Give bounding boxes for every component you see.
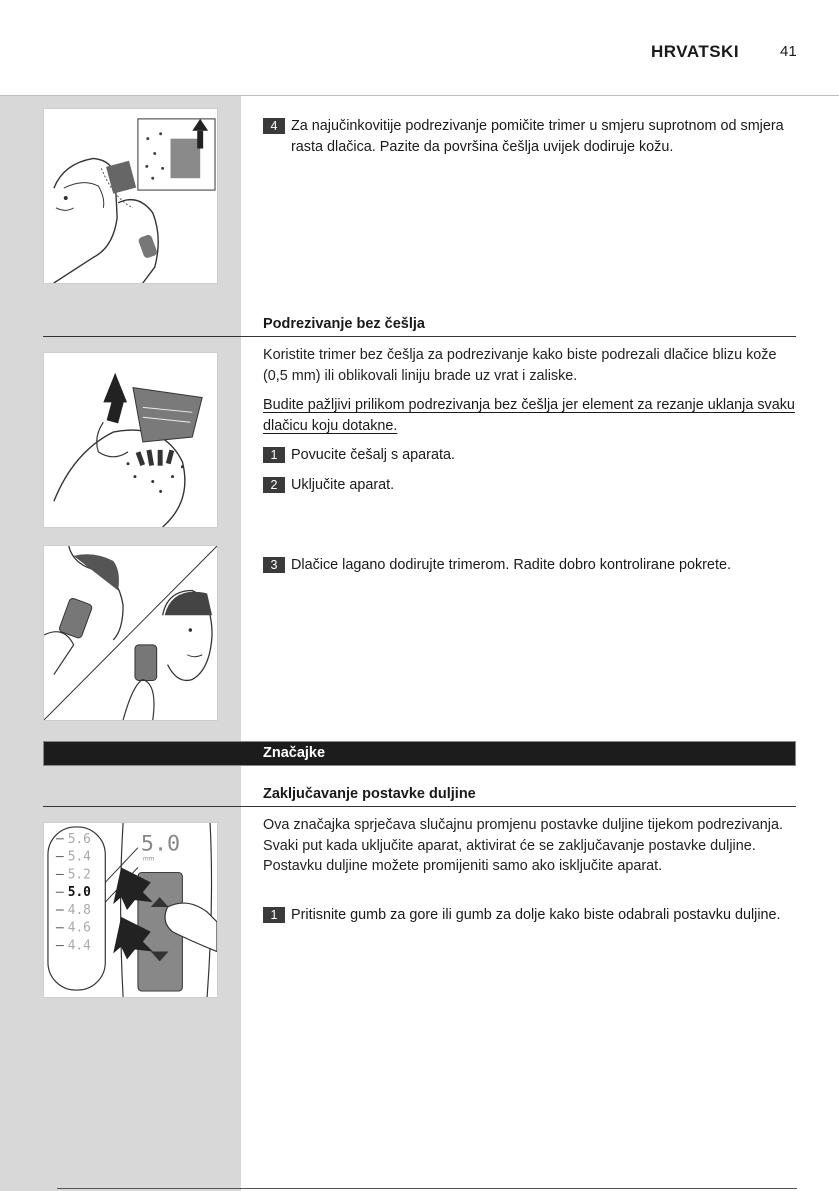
step-number-badge: 2 (263, 477, 285, 493)
display-unit: mm (142, 855, 155, 863)
features-title: Značajke (263, 745, 326, 761)
illustration-length-display (43, 822, 218, 998)
display-value-5-2: 5.2 (67, 867, 91, 883)
step-number-badge: 1 (263, 907, 285, 923)
page-number: 41 (780, 43, 797, 60)
remove-comb-drawing (44, 353, 217, 527)
footer-divider (57, 1188, 797, 1189)
illustration-trim-neckline (43, 545, 218, 721)
section-bar-features (43, 741, 796, 766)
section-heading-length-lock: Zaključavanje postavke duljine (263, 786, 476, 802)
step-3 (263, 555, 796, 576)
display-value-4-4: 4.4 (67, 938, 91, 954)
page-language-header: HRVATSKI (651, 42, 740, 61)
step-text: Pritisnite gumb za gore ili gumb za dolje kako biste odabrali postavku duljine. (291, 907, 781, 923)
section-divider (43, 806, 796, 807)
step-2 (263, 475, 796, 496)
trim-against-growth-drawing (44, 109, 217, 283)
step-text: Za najučinkovitije podrezivanje pomičite trimer u smjeru suprotnom od smjera rasta dlačica. Pazite da površina češlja uvijek dodiruje kožu. (291, 118, 784, 155)
step-text: Dlačice lagano dodirujte trimerom. Radite dobro kontrolirane pokrete. (291, 557, 731, 573)
display-value-5-6: 5.6 (67, 831, 91, 847)
step-number-badge: 1 (263, 447, 285, 463)
section-heading-trim-no-comb: Podrezivanje bez češlja (263, 316, 425, 332)
length-display-drawing (44, 823, 217, 997)
trim-no-comb-caution (263, 395, 796, 436)
illustration-trim-against-growth (43, 108, 218, 284)
step-1 (263, 445, 796, 466)
section-divider (43, 336, 796, 337)
trim-neckline-drawing (44, 546, 217, 720)
display-value-5-4: 5.4 (67, 849, 91, 865)
trim-no-comb-intro: Koristite trimer bez češlja za podrezivanje kako biste podrezali dlačice blizu kože (0,5 mm) ili oblikovali liniju brade uz vrat i zaliske. (263, 347, 777, 384)
step-4 (263, 116, 796, 157)
step-text: Povucite češalj s aparata. (291, 447, 455, 463)
step-text: Uključite aparat. (291, 477, 395, 493)
length-lock-step-1 (263, 905, 796, 926)
display-value-5-0: 5.0 (67, 885, 91, 901)
display-value-4-6: 4.6 (67, 920, 91, 936)
illustration-remove-comb (43, 352, 218, 528)
length-lock-intro: Ova značajka sprječava slučajnu promjenu postavke duljine tijekom podrezivanja. Svaki put kada uključite aparat, aktivirat će se zaključavanje postavke duljine. Postavku duljine možete promijeniti samo ako isključite aparat. (263, 817, 783, 874)
display-current-value: 5.0 (140, 831, 181, 857)
step-number-badge: 3 (263, 557, 285, 573)
caution-text: Budite pažljivi prilikom podrezivanja bez češlja jer element za rezanje uklanja svaku dlačicu koju dotakne. (263, 397, 795, 434)
step-number-badge: 4 (263, 118, 285, 134)
display-value-4-8: 4.8 (67, 902, 91, 918)
